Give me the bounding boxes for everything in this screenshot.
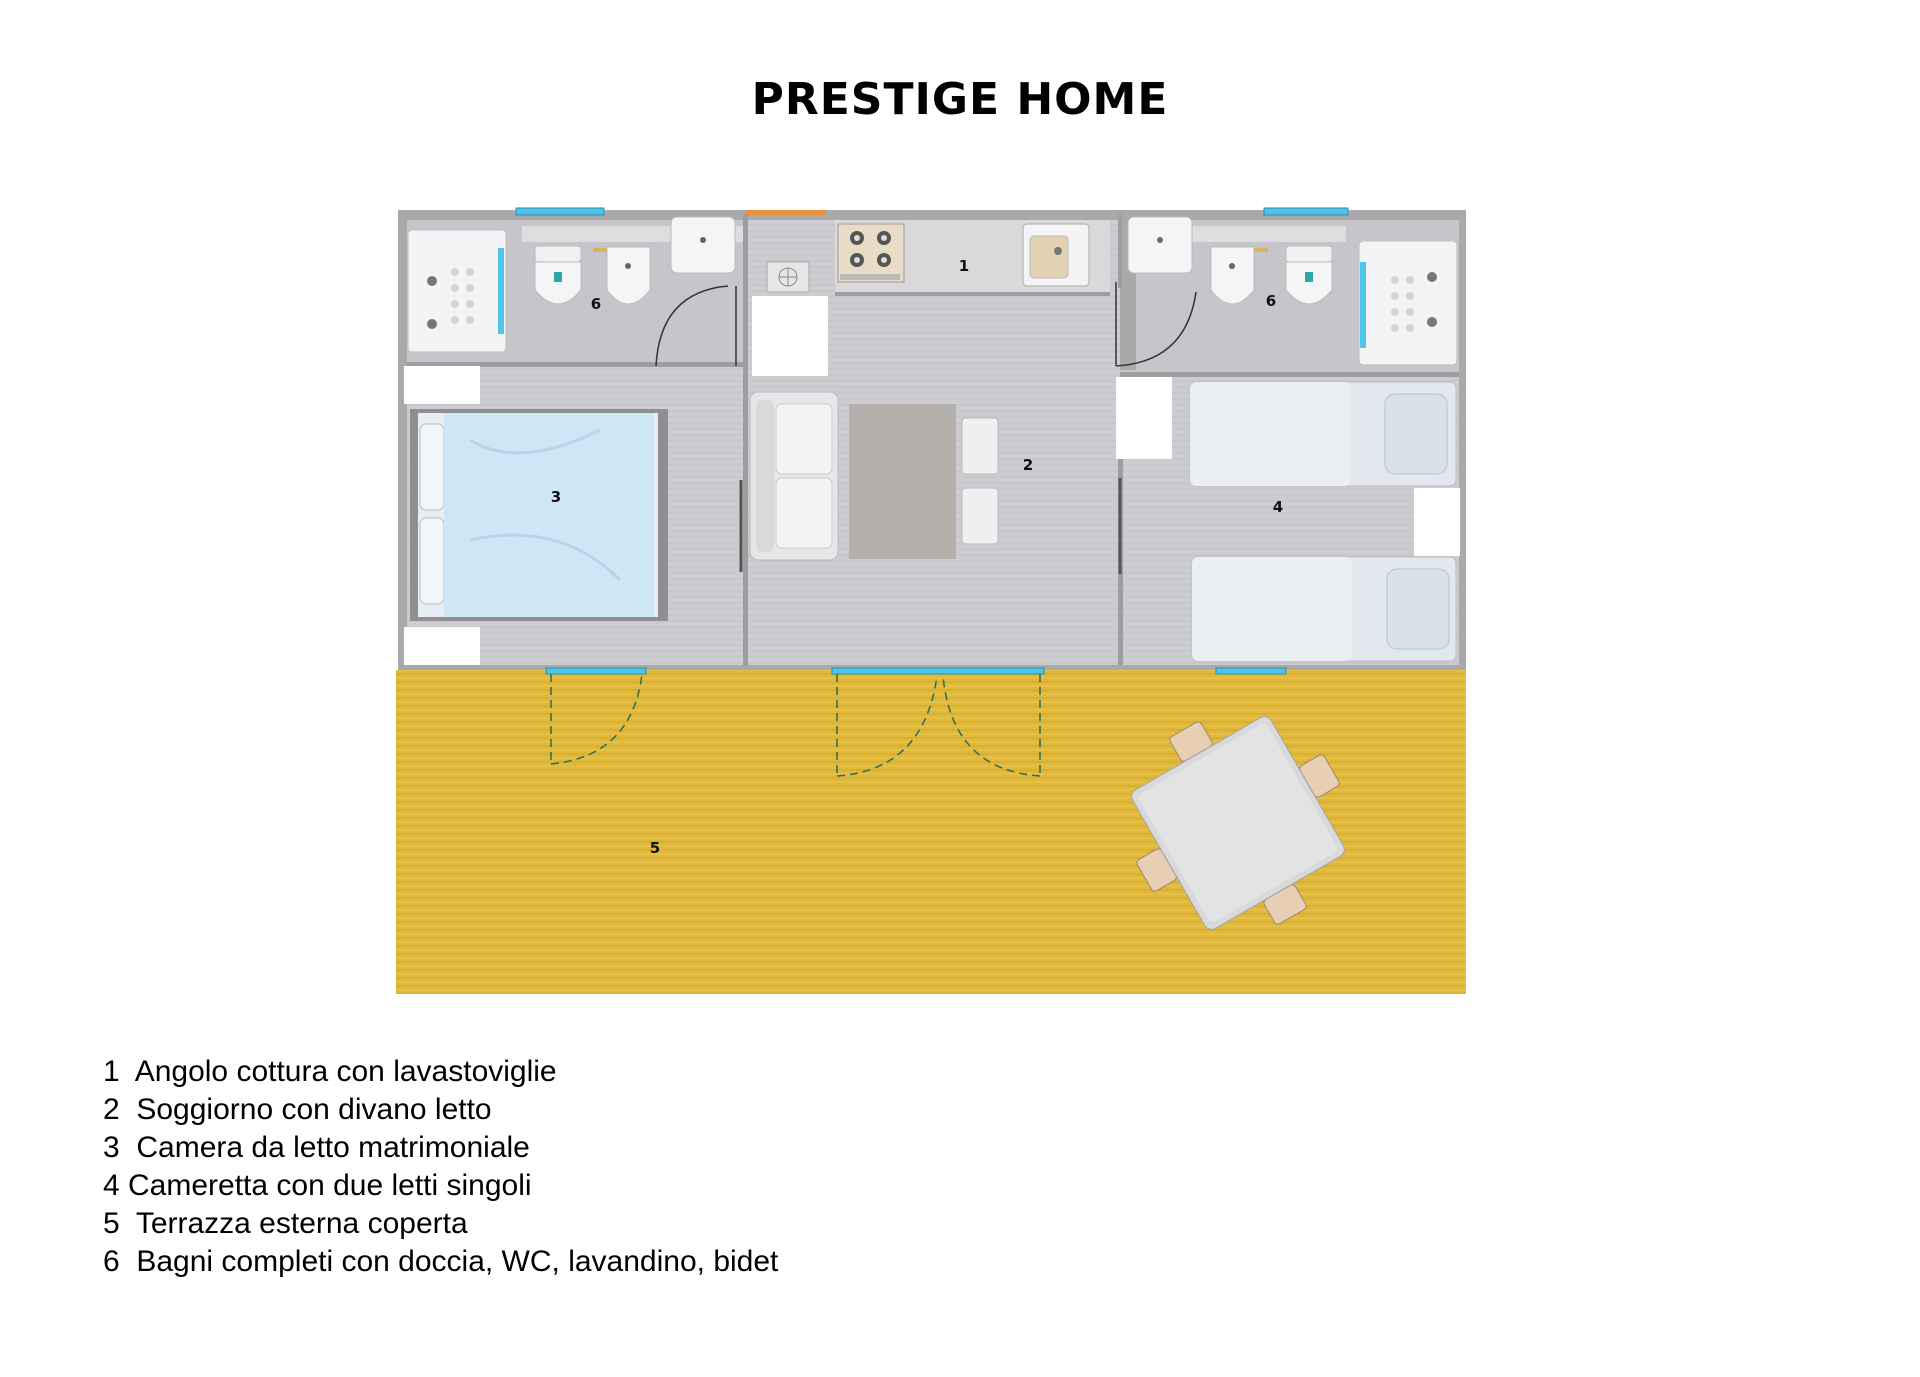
legend-item-3: 3 Camera da letto matrimoniale xyxy=(103,1131,530,1164)
legend-item-4: 4 Cameretta con due letti singoli xyxy=(103,1169,532,1202)
bathroom-right xyxy=(1120,210,1459,377)
double-bed-icon xyxy=(410,409,668,621)
legend-item-1: 1 Angolo cottura con lavastoviglie xyxy=(103,1055,557,1088)
sink-left-icon xyxy=(671,217,735,273)
room-number-6-right: 6 xyxy=(1265,292,1277,310)
room-number-2: 2 xyxy=(1022,456,1034,474)
page-title: PRESTIGE HOME xyxy=(751,74,1169,125)
room-number-6-left: 6 xyxy=(590,295,602,313)
cooktop-icon xyxy=(838,224,904,282)
room-legend xyxy=(103,1053,778,1281)
legend-item-5: 5 Terrazza esterna coperta xyxy=(103,1207,468,1240)
toilet-right-icon xyxy=(1286,246,1332,304)
stove-fan-icon xyxy=(767,262,809,292)
kitchen-sink-icon xyxy=(1023,224,1089,286)
bathroom-left xyxy=(407,217,745,367)
room-number-5: 5 xyxy=(649,839,661,857)
sofa-icon xyxy=(750,392,838,560)
master-bedroom xyxy=(404,366,743,665)
room-number-4: 4 xyxy=(1272,498,1284,516)
room-number-3: 3 xyxy=(550,488,562,506)
dining-table-icon xyxy=(849,404,956,559)
room-number-1: 1 xyxy=(958,257,970,275)
single-bed-top-icon xyxy=(1190,382,1456,486)
legend-item-2: 2 Soggiorno con divano letto xyxy=(103,1093,492,1126)
sink-right-icon xyxy=(1128,217,1192,273)
legend-item-6: 6 Bagni completi con doccia, WC, lavandino, bidet xyxy=(103,1245,779,1278)
single-bed-bottom-icon xyxy=(1192,557,1456,661)
toilet-left-icon xyxy=(535,246,581,304)
